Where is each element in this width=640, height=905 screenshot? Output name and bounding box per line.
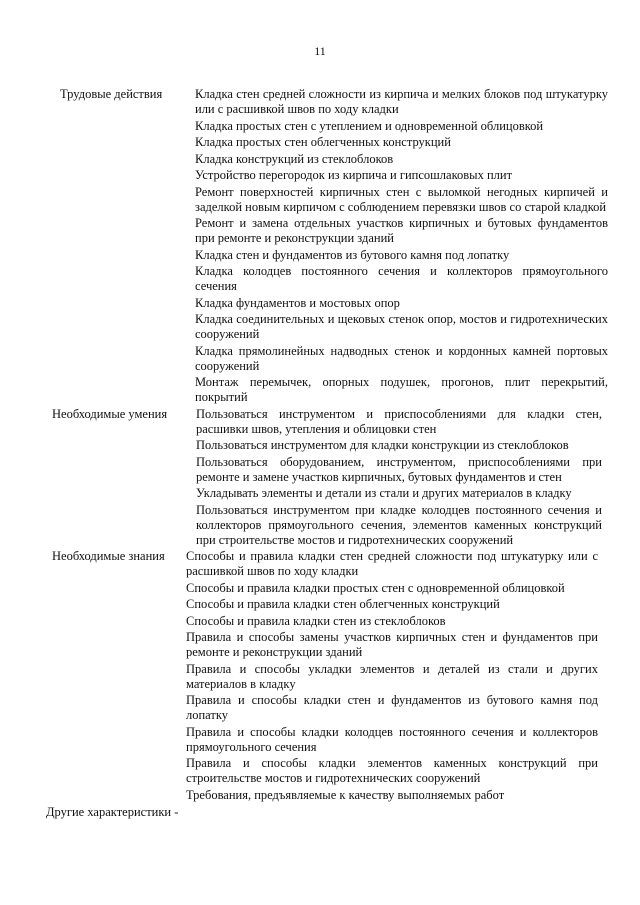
section-items: [167, 87, 608, 407]
list-item: Требования, предъявляемые к качеству выполняемых работ: [186, 787, 505, 802]
page-number: 11: [314, 44, 326, 58]
other-characteristics-label: Другие характеристики: [46, 805, 172, 819]
list-item: Кладка стен средней сложности из кирпича и мелких блоков под штукатурку или с расшивкой швов по ходу кладки: [195, 87, 608, 116]
list-item: Ремонт поверхностей кирпичных стен с выломкой негодных кирпичей и заделкой новым кирпичом с соблюдением перевязки швов со старой кладкой: [195, 184, 608, 214]
list-item: Кладка стен и фундаментов из бутового камня под лопатку: [195, 247, 510, 262]
section-label: Необходимые знания: [52, 549, 165, 563]
section-label: Необходимые умения: [52, 406, 168, 421]
list-item: Укладывать элементы и детали из стали и других материалов в кладку: [196, 486, 572, 500]
list-item: Способы и правила кладки стен облегченных конструкций: [186, 597, 500, 611]
section-items: [177, 549, 598, 804]
list-item: Способы и правила кладки стен из стеклоблоков: [186, 613, 446, 628]
section-required-skills: [46, 407, 606, 550]
list-item: Кладка конструкций из стеклоблоков: [195, 151, 394, 166]
list-item: Правила и способы кладки стен и фундаментов из бутового камня под лопатку: [186, 693, 598, 722]
list-item: Кладка простых стен с утеплением и одновременной облицовкой: [195, 118, 544, 133]
other-characteristics-row: [46, 805, 606, 820]
list-item: Правила и способы укладки элементов и деталей из стали и других материалов в кладку: [186, 661, 598, 691]
list-item: Устройство перегородок из кирпича и гипсошлаковых плит: [195, 168, 513, 182]
list-item: Кладка соединительных и щековых стенок опор, мостов и гидротехнических сооружений: [195, 312, 608, 341]
list-item: Правила и способы замены участков кирпичных стен и фундаментов при ремонте и реконструкции зданий: [186, 630, 598, 659]
characteristics-table: [46, 87, 606, 820]
list-item: Правила и способы кладки элементов каменных конструкций при строительстве мостов и гидротехнических сооружений: [186, 756, 598, 785]
section-items: [178, 407, 602, 550]
section-label: Трудовые действия: [60, 87, 163, 101]
list-item: Пользоваться оборудованием, инструментом, приспособлениями при ремонте и замене участков кирпичных, бутовых фундаментов и стен: [196, 454, 602, 484]
list-item: Ремонт и замена отдельных участков кирпичных и бутовых фундаментов при ремонте и реконструкции зданий: [195, 216, 608, 245]
list-item: Кладка фундаментов и мостовых опор: [195, 295, 400, 310]
list-item: Кладка прямолинейных надводных стенок и кордонных камней портовых сооружений: [195, 343, 608, 373]
list-item: Правила и способы кладки колодцев постоянного сечения и коллекторов прямоугольного сечения: [186, 724, 598, 754]
list-item: Монтаж перемычек, опорных подушек, прогонов, плит перекрытий, покрытий: [195, 375, 608, 404]
list-item: Пользоваться инструментом при кладке колодцев постоянного сечения и коллекторов прямоугольного сечения, элементов каменных конструкций при строительстве мостов и гидротехнических сооружений: [196, 502, 602, 547]
section-labor-actions: [46, 87, 606, 407]
other-characteristics-value: -: [174, 805, 179, 819]
list-item: Способы и правила кладки простых стен с одновременной облицовкой: [186, 580, 565, 595]
list-item: Способы и правила кладки стен средней сложности под штукатурку или с расшивкой швов по ходу кладки: [186, 549, 598, 578]
list-item: Кладка простых стен облегченных конструкций: [195, 135, 451, 149]
list-item: Пользоваться инструментом и приспособлениями для кладки стен, расшивки швов, утепления и облицовки стен: [196, 406, 602, 436]
section-required-knowledge: [46, 549, 606, 804]
list-item: Пользоваться инструментом для кладки конструкции из стеклоблоков: [196, 438, 569, 452]
list-item: Кладка колодцев постоянного сечения и коллекторов прямоугольного сечения: [195, 264, 608, 293]
